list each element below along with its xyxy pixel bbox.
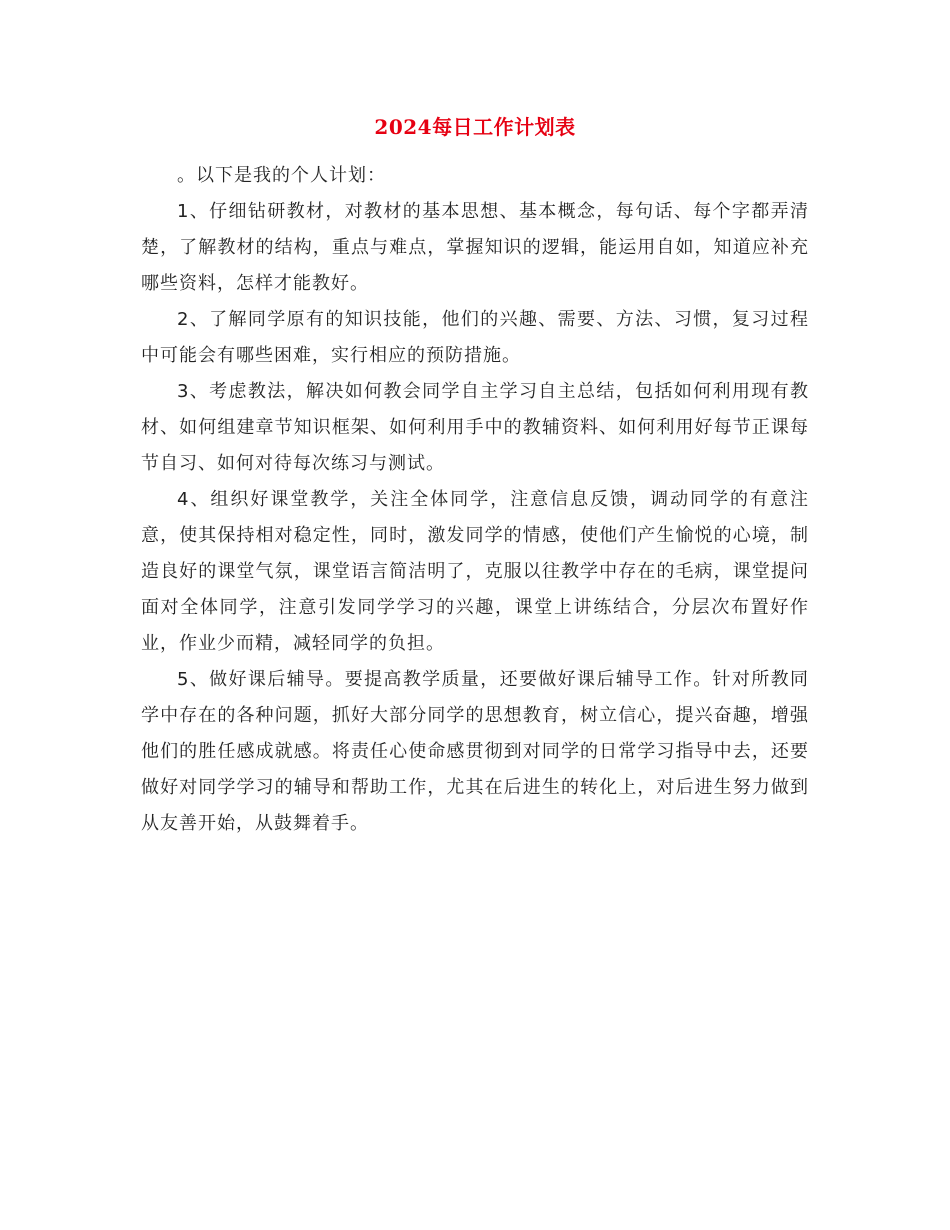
paragraph-item-2: 2、了解同学原有的知识技能，他们的兴趣、需要、方法、习惯，复习过程中可能会有哪些困难，实行相应的预防措施。 xyxy=(141,309,809,366)
paragraph-intro: 。以下是我的个人计划： xyxy=(177,165,386,186)
paragraph-item-1: 1、仔细钻研教材，对教材的基本思想、基本概念，每句话、每个字都弄清楚，了解教材的结构，重点与难点，掌握知识的逻辑，能运用自如，知道应补充哪些资料，怎样才能教好。 xyxy=(141,201,809,294)
paragraph-item-3: 3、考虑教法，解决如何教会同学自主学习自主总结，包括如何利用现有教材、如何组建章节知识框架、如何利用手中的教辅资料、如何利用好每节正课每节自习、如何对待每次练习与测试。 xyxy=(141,381,809,474)
document-title: 2024每日工作计划表 xyxy=(374,115,576,139)
paragraph-item-5: 5、做好课后辅导。要提高教学质量，还要做好课后辅导工作。针对所教同学中存在的各种问题，抓好大部分同学的思想教育，树立信心，提兴奋趣，增强他们的胜任感成就感。将责任心使命感贯彻到对同学的日常学习指导中去，还要做好对同学学习的辅导和帮助工作，尤其在后进生的转化上，对后进生努力做到从友善开始，从鼓舞着手。 xyxy=(141,669,809,834)
paragraph-item-4: 4、组织好课堂教学，关注全体同学，注意信息反馈，调动同学的有意注意，使其保持相对稳定性，同时，激发同学的情感，使他们产生愉悦的心境，制造良好的课堂气氛，课堂语言简洁明了，克服以往教学中存在的毛病，课堂提问面对全体同学，注意引发同学学习的兴趣，课堂上讲练结合，分层次布置好作业，作业少而精，减轻同学的负担。 xyxy=(141,489,809,654)
document-body xyxy=(141,158,809,842)
